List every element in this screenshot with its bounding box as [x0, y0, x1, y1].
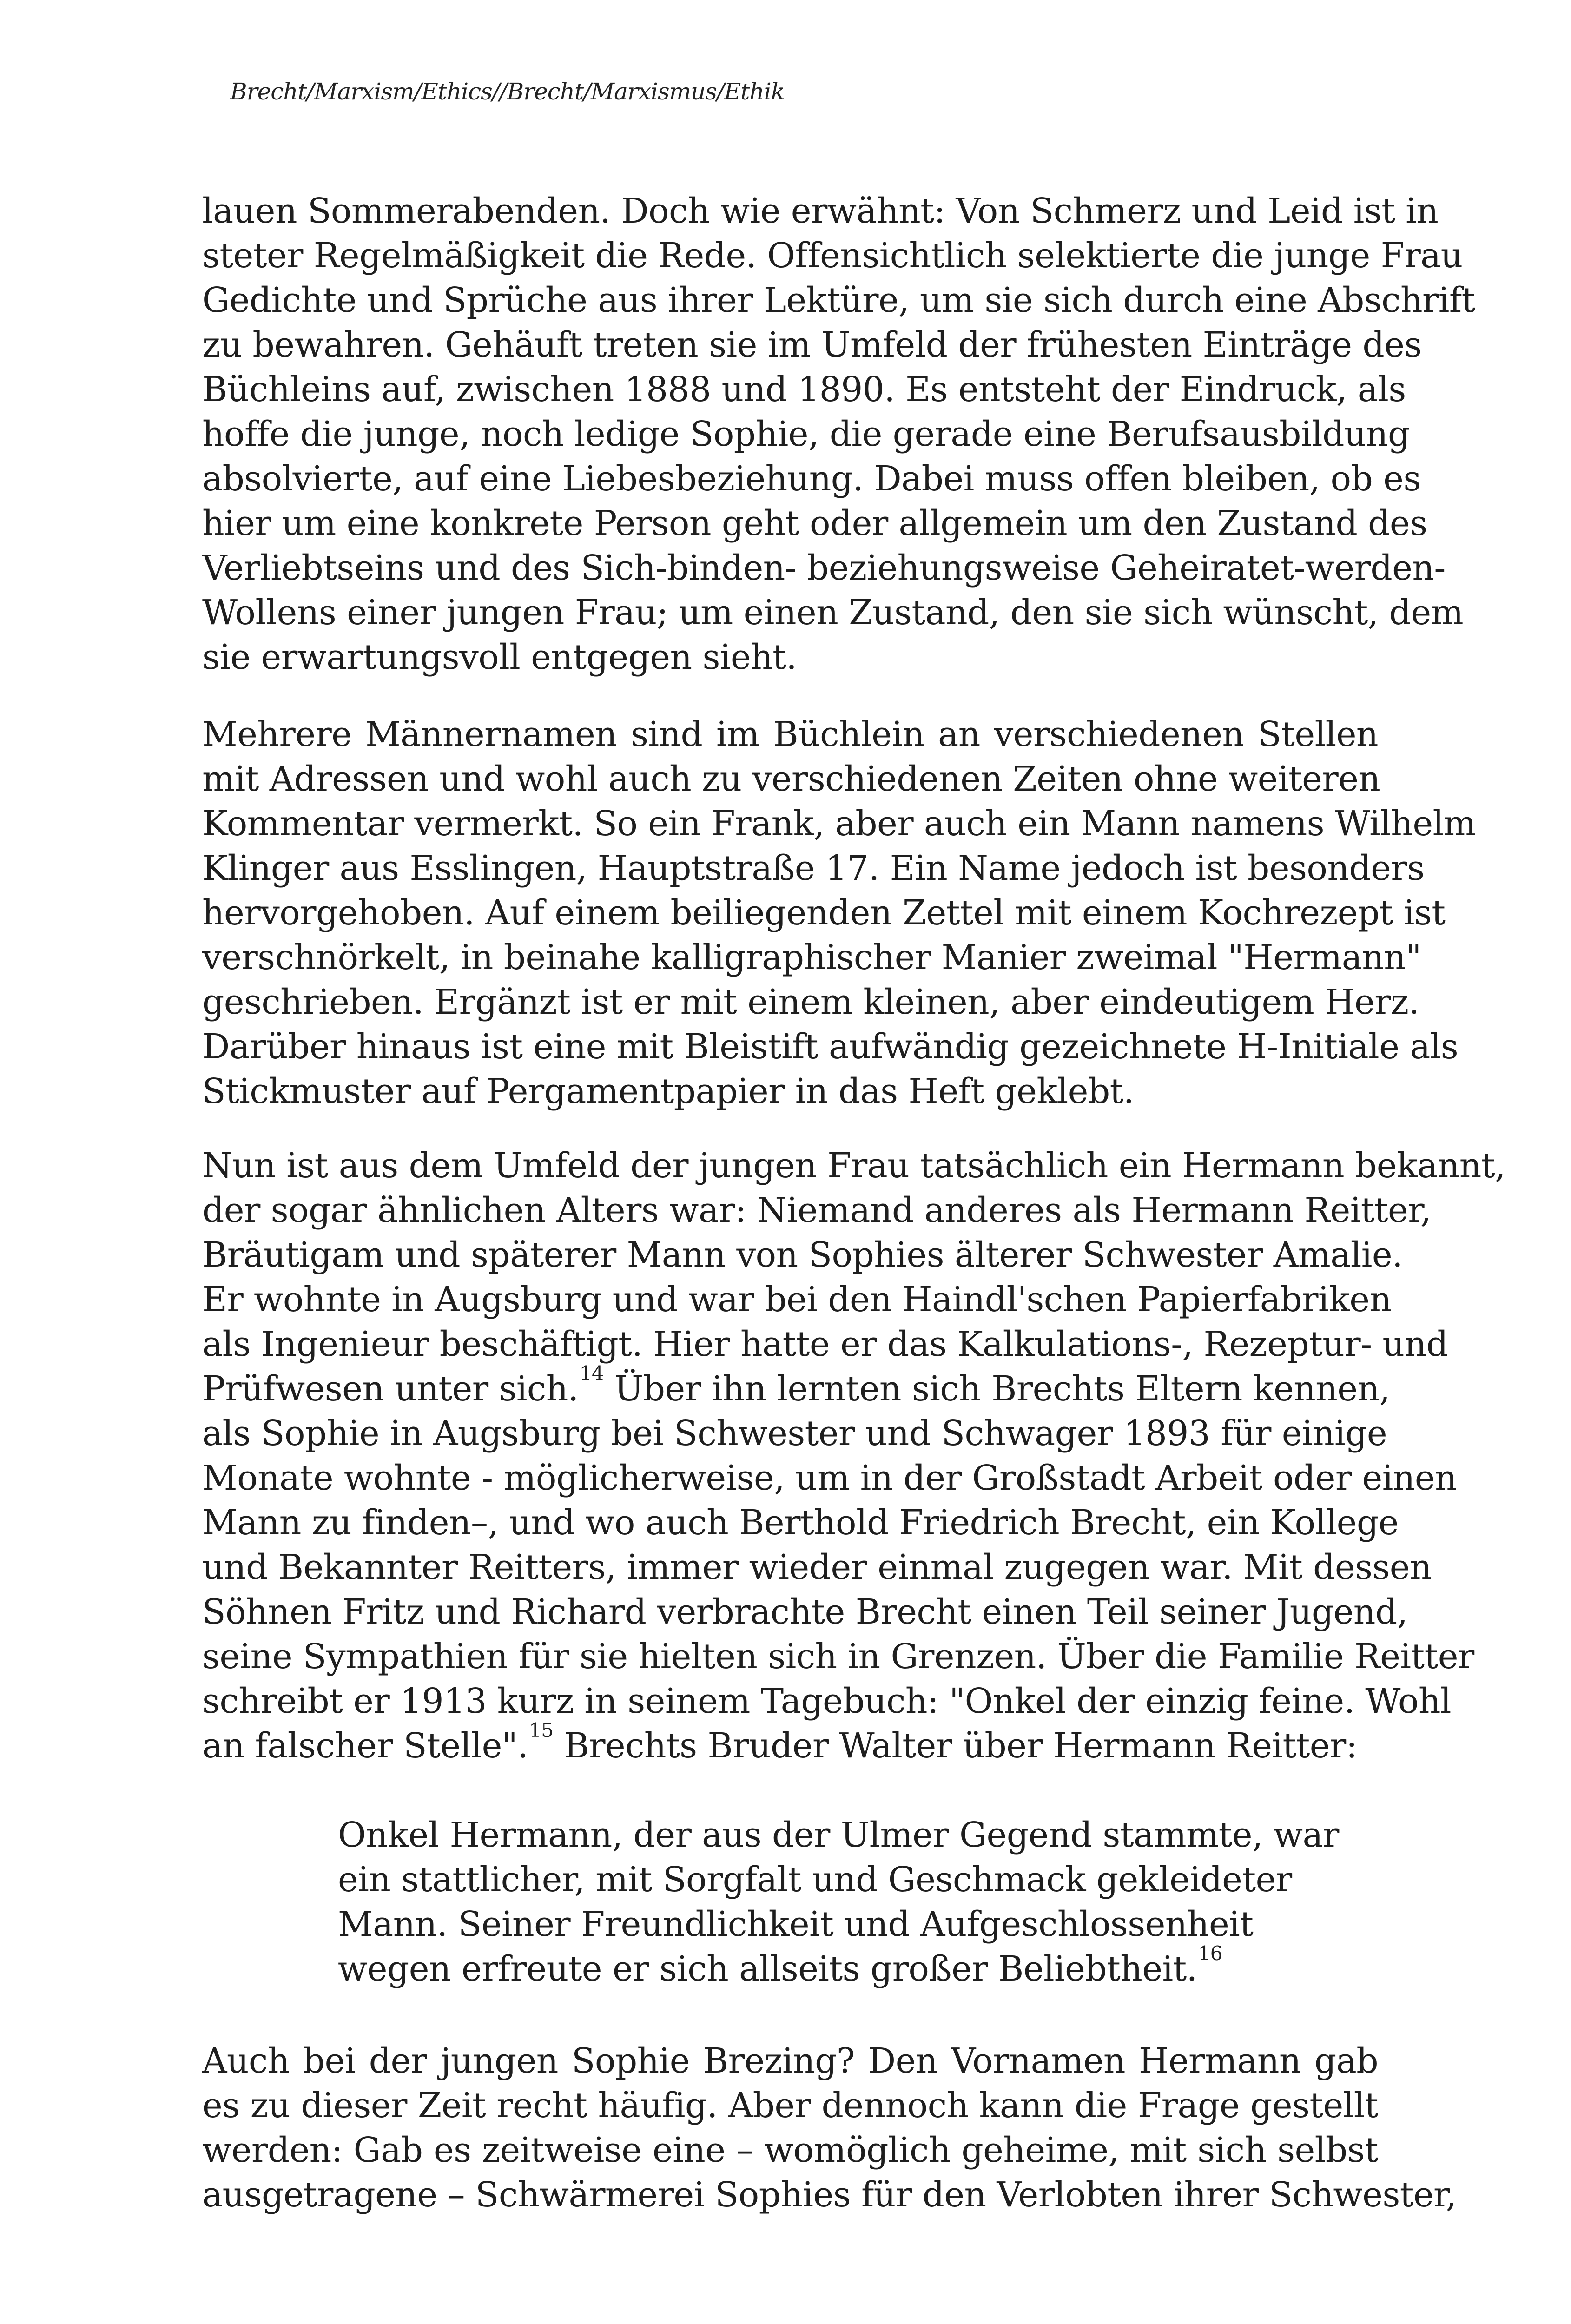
text-line: lauen Sommerabenden. Doch wie erwähnt: Von Schmerz und Leid ist in	[202, 191, 1439, 231]
text-segment: Brechts Bruder Walter über Hermann Reitter:	[553, 1726, 1358, 1766]
quote-line: Onkel Hermann, der aus der Ulmer Gegend stammte, war	[338, 1815, 1339, 1855]
text-line: als Sophie in Augsburg bei Schwester und Schwager 1893 für einige	[202, 1413, 1387, 1453]
quote-line: ein stattlicher, mit Sorgfalt und Geschmack gekleideter	[338, 1860, 1292, 1900]
text-line: Nun ist aus dem Umfeld der jungen Frau tatsächlich ein Hermann bekannt,	[202, 1146, 1505, 1186]
text-line: Darüber hinaus ist eine mit Bleistift aufwändig gezeichnete H-Initiale als	[202, 1027, 1459, 1067]
quote-line: Mann. Seiner Freundlichkeit und Aufgeschlossenheit	[338, 1904, 1254, 1944]
paragraph-4	[202, 2039, 1457, 2217]
text-line: sie erwartungsvoll entgegen sieht.	[202, 637, 797, 677]
footnote-ref-15: 15	[529, 1719, 554, 1742]
text-line: Kommentar vermerkt. So ein Frank, aber auch ein Mann namens Wilhelm	[202, 804, 1476, 844]
text-line: hervorgehoben. Auf einem beiliegenden Zettel mit einem Kochrezept ist	[202, 893, 1446, 933]
text-line: Er wohnte in Augsburg und war bei den Haindl'schen Papierfabriken	[202, 1280, 1392, 1320]
text-line: Büchleins auf, zwischen 1888 und 1890. Es entsteht der Eindruck, als	[202, 370, 1406, 409]
paragraph-2	[202, 712, 1476, 1114]
text-line: steter Regelmäßigkeit die Rede. Offensichtlich selektierte die junge Frau	[202, 236, 1463, 276]
text-line: Mann zu finden–, und wo auch Berthold Friedrich Brecht, ein Kollege	[202, 1503, 1399, 1543]
text-segment: wegen erfreute er sich allseits großer Beliebtheit.	[338, 1949, 1197, 1989]
block-quote	[338, 1813, 1339, 1991]
text-segment: Über ihn lernten sich Brechts Eltern kennen,	[603, 1369, 1390, 1409]
text-line: Söhnen Fritz und Richard verbrachte Brecht einen Teil seiner Jugend,	[202, 1592, 1408, 1632]
text-line: Bräutigam und späterer Mann von Sophies älterer Schwester Amalie.	[202, 1235, 1403, 1275]
text-line: schreibt er 1913 kurz in seinem Tagebuch: "Onkel der einzig feine. Wohl	[202, 1681, 1451, 1721]
text-line: hier um eine konkrete Person geht oder allgemein um den Zustand des	[202, 503, 1427, 543]
text-line: Monate wohnte - möglicherweise, um in der Großstadt Arbeit oder einen	[202, 1458, 1457, 1498]
text-line: absolvierte, auf eine Liebesbeziehung. Dabei muss offen bleiben, ob es	[202, 459, 1421, 499]
text-line: verschnörkelt, in beinahe kalligraphischer Manier zweimal "Hermann"	[202, 938, 1421, 977]
text-line: mit Adressen und wohl auch zu verschiedenen Zeiten ohne weiteren	[202, 759, 1380, 799]
text-line-with-footnote	[202, 1719, 1378, 1768]
text-line: Mehrere Männernamen sind im Büchlein an verschiedenen Stellen	[202, 714, 1378, 754]
paragraph-3	[202, 1143, 1505, 1768]
text-line: der sogar ähnlichen Alters war: Niemand anderes als Hermann Reitter,	[202, 1190, 1431, 1230]
paragraph-1	[202, 189, 1475, 680]
text-line: Gedichte und Sprüche aus ihrer Lektüre, um sie sich durch eine Abschrift	[202, 280, 1475, 320]
text-line: geschrieben. Ergänzt ist er mit einem kleinen, aber eindeutigem Herz.	[202, 982, 1419, 1022]
text-line: seine Sympathien für sie hielten sich in Grenzen. Über die Familie Reitter	[202, 1637, 1474, 1677]
text-line: Auch bei der jungen Sophie Brezing? Den Vornamen Hermann gab	[202, 2041, 1378, 2081]
running-head: Brecht/Marxism/Ethics//Brecht/Marxismus/Ethik	[230, 78, 785, 105]
text-line: als Ingenieur beschäftigt. Hier hatte er das Kalkulations-, Rezeptur- und	[202, 1324, 1448, 1364]
footnote-ref-14: 14	[579, 1362, 604, 1385]
text-segment: Prüfwesen unter sich.	[202, 1369, 579, 1409]
text-line-with-footnote	[202, 1362, 1390, 1411]
text-line: es zu dieser Zeit recht häufig. Aber dennoch kann die Frage gestellt	[202, 2086, 1378, 2126]
text-line: werden: Gab es zeitweise eine – womöglich geheime, mit sich selbst	[202, 2130, 1378, 2170]
text-line: hoffe die junge, noch ledige Sophie, die gerade eine Berufsausbildung	[202, 414, 1410, 454]
text-line: ausgetragene – Schwärmerei Sophies für den Verlobten ihrer Schwester,	[202, 2175, 1457, 2215]
text-segment: an falscher Stelle".	[202, 1726, 528, 1766]
text-line: Verliebtseins und des Sich-binden- beziehungsweise Geheiratet-werden-	[202, 548, 1446, 588]
text-line: und Bekannter Reitters, immer wieder einmal zugegen war. Mit dessen	[202, 1547, 1432, 1587]
text-line: Wollens einer jungen Frau; um einen Zustand, den sie sich wünscht, dem	[202, 593, 1464, 633]
quote-line-with-footnote	[338, 1942, 1238, 1991]
text-line: zu bewahren. Gehäuft treten sie im Umfeld der frühesten Einträge des	[202, 325, 1422, 365]
text-line: Klinger aus Esslingen, Hauptstraße 17. Ein Name jedoch ist besonders	[202, 848, 1425, 888]
footnote-ref-16: 16	[1198, 1942, 1222, 1965]
text-line: Stickmuster auf Pergamentpapier in das Heft geklebt.	[202, 1071, 1134, 1111]
